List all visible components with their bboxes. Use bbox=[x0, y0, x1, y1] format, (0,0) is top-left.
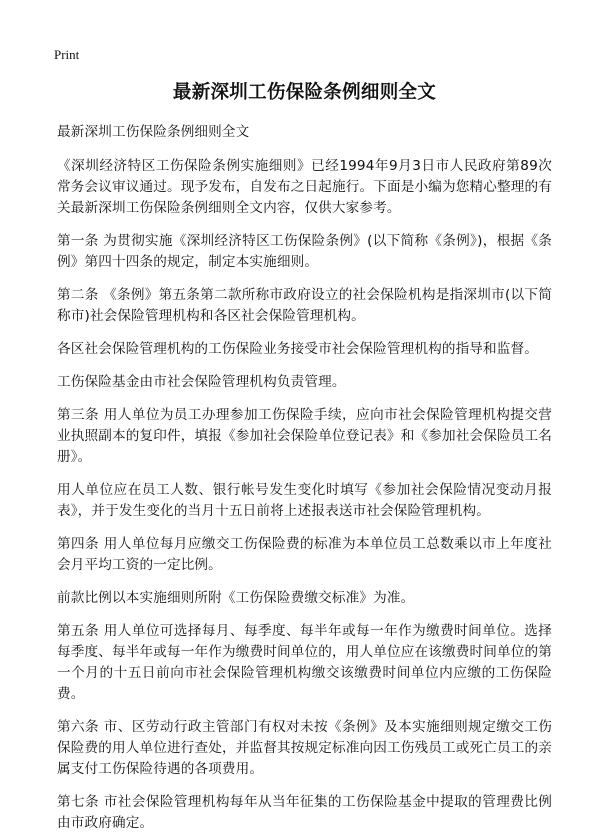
article-2-supervision-paragraph: 各区社会保险管理机构的工伤保险业务接受市社会保险管理机构的指导和监督。 bbox=[57, 341, 539, 357]
article-3-change-paragraph: 用人单位应在员工人数、银行帐号发生变化时填写《参加社会保险情况变动月报表》，并于发生变化的当月十五日前将上述报表送市社会保险管理机构。 bbox=[57, 482, 552, 519]
article-3-paragraph: 第三条 用人单位为员工办理参加工伤保险手续，应向市社会保险管理机构提交营业执照副本的复印件，填报《参加社会保险单位登记表》和《参加社会保险员工名册》。 bbox=[57, 407, 552, 465]
article-2-fund-paragraph: 工伤保险基金由市社会保险管理机构负责管理。 bbox=[57, 374, 346, 390]
page-title: 最新深圳工伤保险条例细则全文 bbox=[172, 82, 437, 103]
intro-paragraph: 《深圳经济特区工伤保险条例实施细则》已经1994年9月3日市人民政府第89次常务会议审议通过。现予发布，自发布之日起施行。下面是小编为您精心整理的有关最新深圳工伤保险条例细则全文内容，仅供大家参考。 bbox=[57, 158, 552, 216]
article-6-paragraph: 第六条 市、区劳动行政主管部门有权对未按《条例》及本实施细则规定缴交工伤保险费的用人单位进行查处，并监督其按规定标准向因工伤残员工或死亡员工的亲属支付工伤保险待遇的各项费用。 bbox=[57, 719, 552, 777]
article-body bbox=[57, 122, 552, 834]
article-2-paragraph: 第二条 《条例》第五条第二款所称市政府设立的社会保险机构是指深圳市(以下简称市)社会保险管理机构和各区社会保险管理机构。 bbox=[57, 287, 552, 324]
article-4-ratio-paragraph: 前款比例以本实施细则所附《工伤保险费缴交标准》为准。 bbox=[57, 590, 415, 606]
article-4-paragraph: 第四条 用人单位每月应缴交工伤保险费的标准为本单位员工总数乘以市上年度社会月平均工资的一定比例。 bbox=[57, 536, 552, 573]
print-link[interactable]: Print bbox=[54, 47, 80, 62]
article-subtitle: 最新深圳工伤保险条例细则全文 bbox=[57, 124, 250, 140]
article-7-paragraph: 第七条 市社会保险管理机构每年从当年征集的工伤保险基金中提取的管理费比例由市政府确定。 bbox=[57, 794, 552, 831]
article-5-paragraph: 第五条 用人单位可选择每月、每季度、每半年或每一年作为缴费时间单位。选择每季度、每半年或每一年作为缴费时间单位的，用人单位应在该缴费时间单位的第一个月的十五日前向市社会保险管理机构缴交该缴费时间单位内应缴的工伤保险费。 bbox=[57, 623, 552, 702]
article-1-paragraph: 第一条 为贯彻实施《深圳经济特区工伤保险条例》(以下简称《条例》)，根据《条例》第四十四条的规定，制定本实施细则。 bbox=[57, 233, 552, 270]
